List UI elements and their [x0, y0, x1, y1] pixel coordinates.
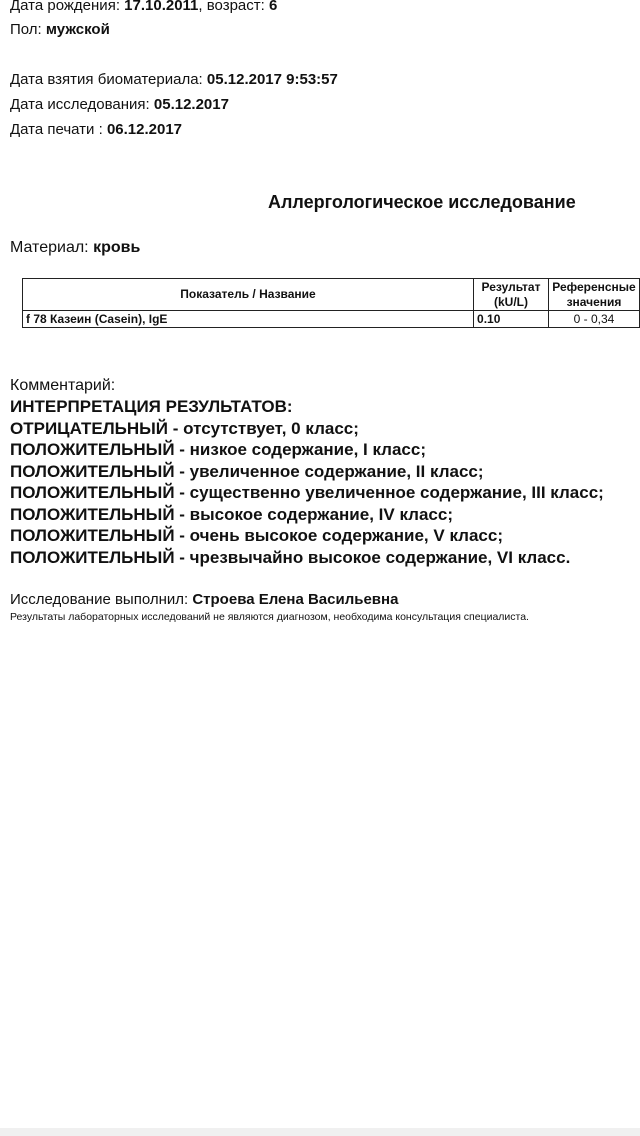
dob-label: Дата рождения: — [10, 0, 125, 14]
age-label: , возраст: — [198, 0, 269, 14]
performer-line — [10, 591, 398, 609]
results-table — [22, 278, 640, 328]
sex-line — [10, 21, 110, 39]
header-name: Показатель / Название — [23, 279, 474, 311]
table-header-row — [23, 279, 640, 311]
comment-line: ПОЛОЖИТЕЛЬНЫЙ - низкое содержание, I класс; — [10, 440, 427, 459]
row-result: 0.10 — [474, 311, 549, 328]
comment-block — [10, 376, 604, 568]
print-date-label: Дата печати : — [10, 121, 107, 138]
row-ref: 0 - 0,34 — [548, 311, 639, 328]
header-ref — [548, 279, 639, 311]
table-row — [23, 311, 640, 328]
header-result — [474, 279, 549, 311]
sex-label: Пол: — [10, 21, 46, 38]
comment-label: Комментарий: — [10, 377, 116, 394]
comment-line: ПОЛОЖИТЕЛЬНЫЙ - увеличенное содержание, II класс; — [10, 461, 484, 481]
biomaterial-date-value: 05.12.2017 9:53:57 — [206, 71, 338, 88]
comment-line: ПОЛОЖИТЕЛЬНЫЙ - существенно увеличенное содержание, III класс; — [10, 483, 604, 502]
header-result-line2: (kU/L) — [494, 294, 528, 309]
comment-line: ПОЛОЖИТЕЛЬНЫЙ - высокое содержание, IV класс; — [10, 504, 453, 524]
age-value: 6 — [268, 0, 278, 14]
biomaterial-date-line — [10, 71, 338, 89]
sex-value: мужской — [45, 21, 110, 38]
dob-line — [10, 0, 277, 15]
study-date-value: 05.12.2017 — [153, 96, 229, 113]
print-date-line — [10, 121, 182, 139]
header-ref-line2: значения — [566, 294, 622, 309]
comment-line: ПОЛОЖИТЕЛЬНЫЙ - очень высокое содержание, V класс; — [10, 526, 503, 545]
header-ref-line1: Референсные — [552, 279, 636, 294]
comment-line: ОТРИЦАТЕЛЬНЫЙ - отсутствует, 0 класс; — [10, 418, 359, 438]
header-result-line1: Результат — [481, 279, 541, 294]
comment-line: ИНТЕРПРЕТАЦИЯ РЕЗУЛЬТАТОВ: — [10, 397, 293, 416]
material-line — [10, 239, 140, 257]
dob-value: 17.10.2011 — [124, 0, 199, 14]
study-title: Аллергологическое исследование — [268, 192, 576, 212]
performer-name: Строева Елена Васильевна — [192, 591, 399, 608]
study-date-label: Дата исследования: — [10, 96, 154, 113]
print-date-value: 06.12.2017 — [106, 121, 183, 138]
disclaimer: Результаты лабораторных исследований не являются диагнозом, необходима консультация специалиста. — [10, 611, 529, 623]
material-label: Материал: — [10, 239, 94, 256]
study-date-line — [10, 96, 229, 114]
biomaterial-date-label: Дата взятия биоматериала: — [10, 71, 207, 88]
material-value: кровь — [93, 239, 141, 256]
performer-label: Исследование выполнил: — [10, 591, 193, 608]
comment-line: ПОЛОЖИТЕЛЬНЫЙ - чрезвычайно высокое содержание, VI класс. — [10, 547, 571, 567]
bottom-bar — [0, 1128, 640, 1136]
row-name: f 78 Казеин (Casein), IgE — [23, 311, 474, 328]
